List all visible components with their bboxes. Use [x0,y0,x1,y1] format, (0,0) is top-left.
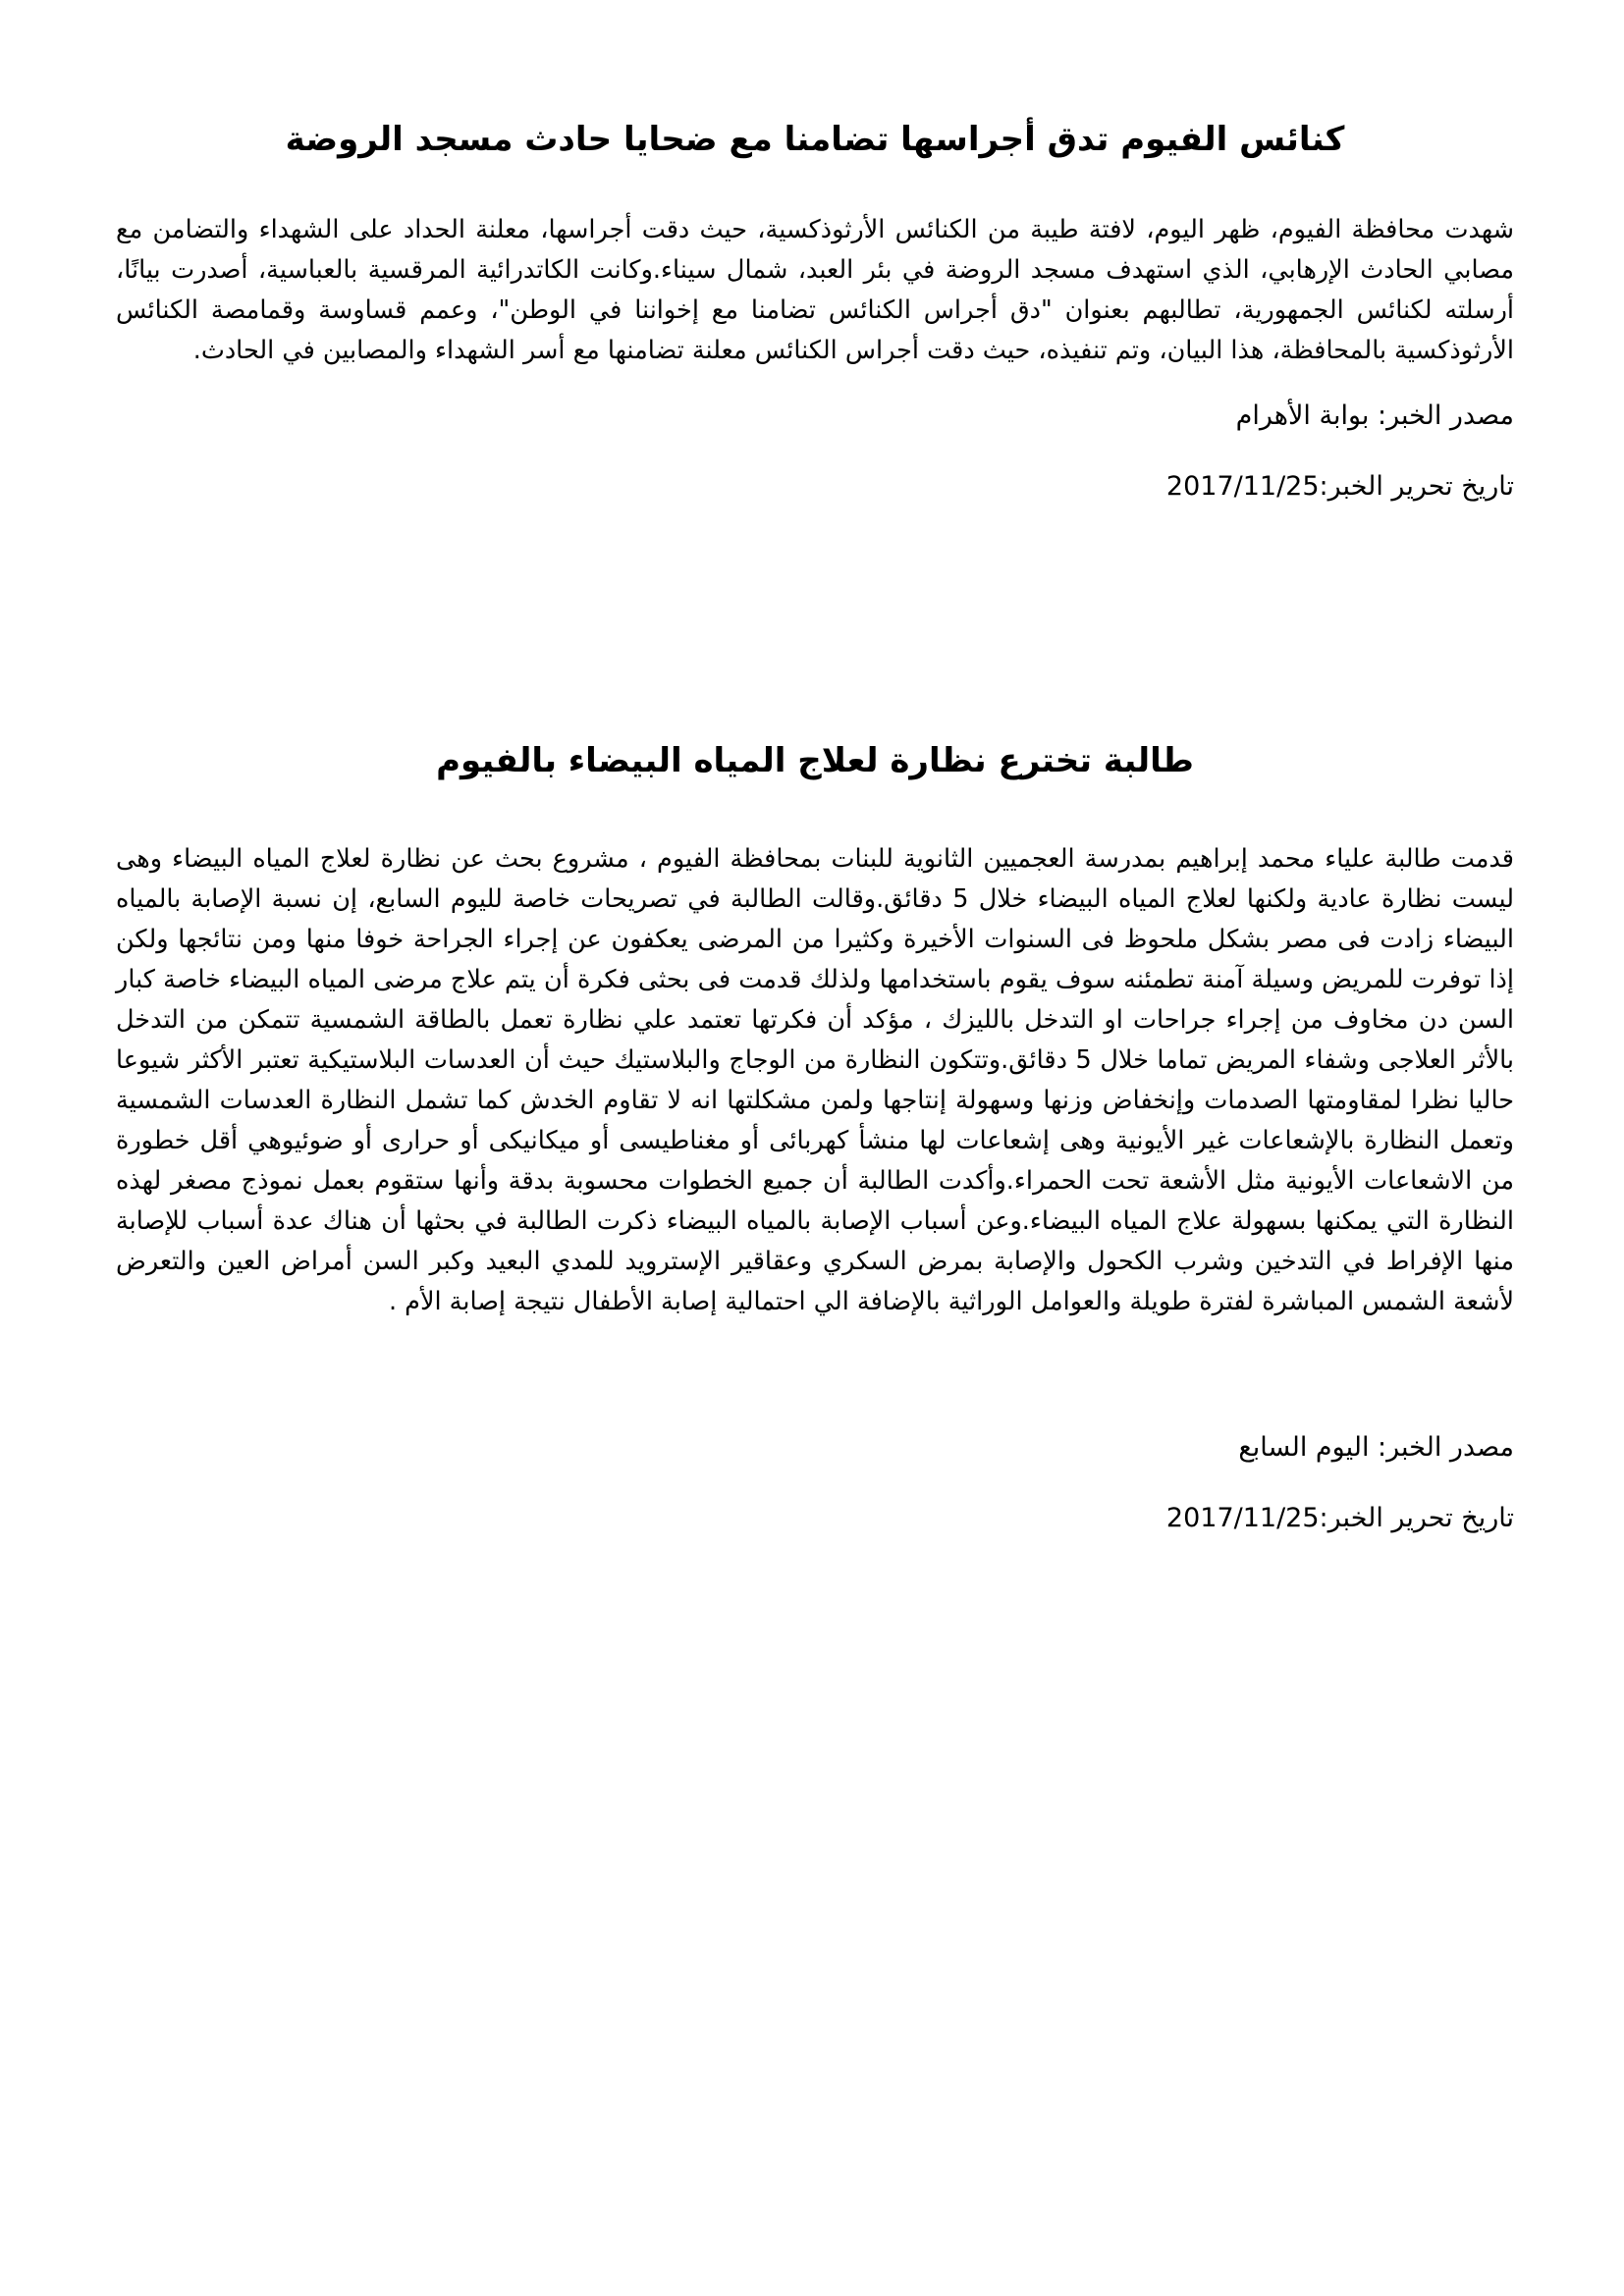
article-headline: طالبة تخترع نظارة لعلاج المياه البيضاء بالفيوم [436,741,1194,780]
article-body: قدمت طالبة علياء محمد إبراهيم بمدرسة العجميين الثانوية للبنات بمحافظة الفيوم ، مشروع بحث عن نظارة لعلاج المياه البيضاء وهى ليست نظارة عادية ولكنها لعلاج المياه البيضاء خلال 5 دقائق.وقالت الطالبة في تصريحات خاصة لليوم السابع، إن نسبة الإصابة بالمياه البيضاء زادت فى مصر بشكل ملحوظ فى السنوات الأخيرة وكثيرا من المرضى يعكفون عن إجراء الجراحة خوفا منها ومن نتائجها ولكن إذا توفرت للمريض وسيلة آمنة تطمئنه سوف يقوم باستخدامها ولذلك قدمت فى بحثى فكرة أن يتم علاج مرضى المياه البيضاء خاصة كبار السن دن مخاوف من إجراء جراحات او التدخل بالليزك ، مؤكد أن فكرتها تعتمد علي نظارة تعمل بالطاقة الشمسية تتمكن من التدخل بالأثر العلاجى وشفاء المريض تماما خلال 5 دقائق.وتتكون النظارة من الوجاج والبلاستيك حيث أن العدسات البلاستيكية تعتبر الأكثر شيوعا حاليا نظرا لمقاومتها الصدمات وإنخفاض وزنها وسهولة إنتاجها ولمن مشكلتها انه لا تقاوم الخدش كما تشمل النظارة العدسات الشمسية وتعمل النظارة بالإشعاعات غير الأيونية وهى إشعاعات لها منشأ كهربائى أو مغناطيسى أو ميكانيكى أو حرارى أو ضوئيوهي أقل خطورة من الاشعاعات الأيونية مثل الأشعة تحت الحمراء.وأكدت الطالبة أن جميع الخطوات محسوبة بدقة وأنها ستقوم بعمل نموذج مصغر لهذه النظارة التي يمكنها بسهولة علاج المياه البيضاء.وعن أسباب الإصابة بالمياه البيضاء ذكرت الطالبة في بحثها أن هناك عدة أسباب للإصابة منها الإفراط في التدخين وشرب الكحول والإصابة بمرض السكري وعقاقير الإسترويد للمدي البعيد وكبر السن أمراض العين والتعرض لأشعة الشمس المباشرة لفترة طويلة والعوامل الوراثية بالإضافة الي احتمالية إصابة الأطفال نتيجة إصابة الأم . [116,844,1514,1316]
article-headline: كنائس الفيوم تدق أجراسها تضامنا مع ضحايا حادث مسجد الروضة [285,120,1345,159]
article-source: مصدر الخبر: بوابة الأهرام [1235,400,1514,431]
article-date: تاريخ تحرير الخبر:2017/11/25 [1165,1503,1514,1533]
article-glasses [116,731,1514,1538]
article-source: مصدر الخبر: اليوم السابع [1238,1432,1514,1463]
article-body: شهدت محافظة الفيوم، ظهر اليوم، لافتة طيبة من الكنائس الأرثوذكسية، حيث دقت أجراسها، معلنة الحداد على الشهداء والتضامن مع مصابي الحادث الإرهابي، الذي استهدف مسجد الروضة في بئر العبد، شمال سيناء.وكانت الكاتدرائية المرقسية بالعباسية، أصدرت بيانًا، أرسلته لكنائس الجمهورية، تطالبهم بعنوان "دق أجراس الكنائس تضامنا مع إخواننا في الوطن"، وعمم قساوسة وقمامصة الكنائس الأرثوذكسية بالمحافظة، هذا البيان، وتم تنفيذه، حيث دقت أجراس الكنائس معلنة تضامنها مع أسر الشهداء والمصابين في الحادث. [116,215,1514,365]
article-bells [116,110,1514,507]
article-date: تاريخ تحرير الخبر:2017/11/25 [1165,471,1514,502]
document-page [116,0,1514,2296]
